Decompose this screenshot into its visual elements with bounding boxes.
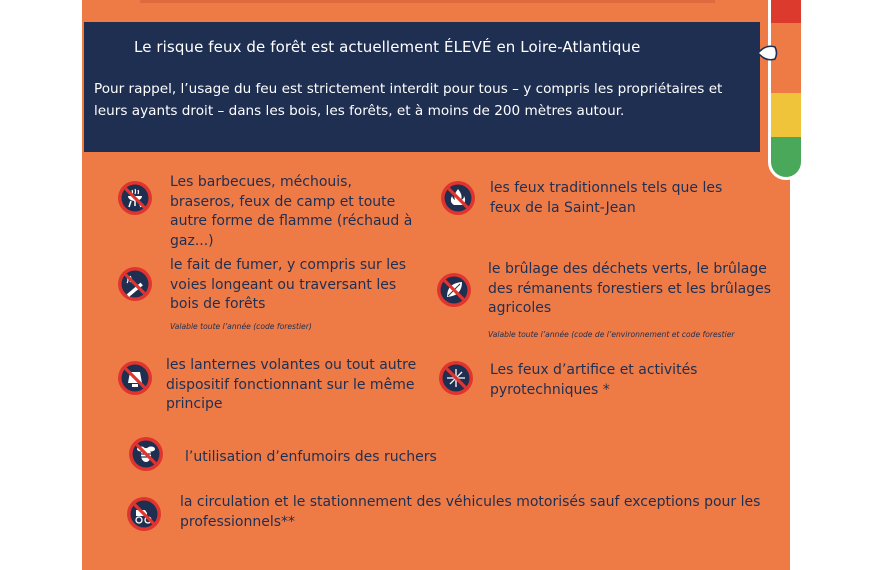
banner-title: Le risque feux de forêt est actuellement ÉLEVÉ en Loire-Atlantique	[134, 38, 641, 56]
sky-lantern-icon	[117, 360, 153, 396]
item-cigarette-note: Valable toute l’année (code forestier)	[170, 322, 312, 331]
barbecue-icon	[117, 180, 153, 216]
gauge-pointer-icon	[756, 42, 778, 64]
cigarette-icon	[117, 266, 153, 302]
banner-body: Pour rappel, l’usage du feu est strictement interdit pour tous – y compris les propriétaires et leurs ayants droit – dans les bois, les forêts, et à moins de 200 mètres autour.	[94, 81, 723, 119]
item-cigarette-text: le fait de fumer, y compris sur les voies longeant ou traversant les bois de forêts	[170, 257, 407, 312]
item-fireworks-text: Les feux d’artifice et activités pyrotechniques *	[490, 362, 698, 398]
gauge-moderate-segment	[771, 93, 801, 137]
item-green-waste-text: le brûlage des déchets verts, le brûlage des rémanents forestiers et les brûlages agricoles	[488, 261, 772, 316]
top-divider	[140, 0, 715, 3]
risk-level-gauge	[768, 0, 804, 180]
fireworks-icon	[438, 360, 474, 396]
leaf-burning-icon	[436, 272, 472, 308]
beehive-smoker-icon	[128, 436, 164, 472]
risk-banner	[84, 22, 760, 152]
item-motor-vehicle-text: la circulation et le stationnement des véhicules motorisés sauf exceptions pour les professionnels**	[180, 494, 761, 530]
item-campfire-text: les feux traditionnels tels que les feux de la Saint-Jean	[490, 180, 723, 216]
motor-vehicle-icon	[126, 496, 162, 532]
gauge-very-high-segment	[771, 0, 801, 23]
item-green-waste-note: Valable toute l’année (code de l’environnement et code forestier	[488, 330, 735, 339]
item-beehive-smoker-text: l’utilisation d’enfumoirs des ruchers	[185, 449, 437, 465]
item-sky-lantern-text: les lanternes volantes ou tout autre dispositif fonctionnant sur le même principe	[166, 357, 417, 412]
campfire-icon	[440, 180, 476, 216]
gauge-low-segment	[771, 137, 801, 180]
fire-risk-poster	[82, 0, 790, 570]
item-barbecue-text: Les barbecues, méchouis, braseros, feux de camp et toute autre forme de flamme (réchaud à gaz...)	[170, 174, 413, 249]
